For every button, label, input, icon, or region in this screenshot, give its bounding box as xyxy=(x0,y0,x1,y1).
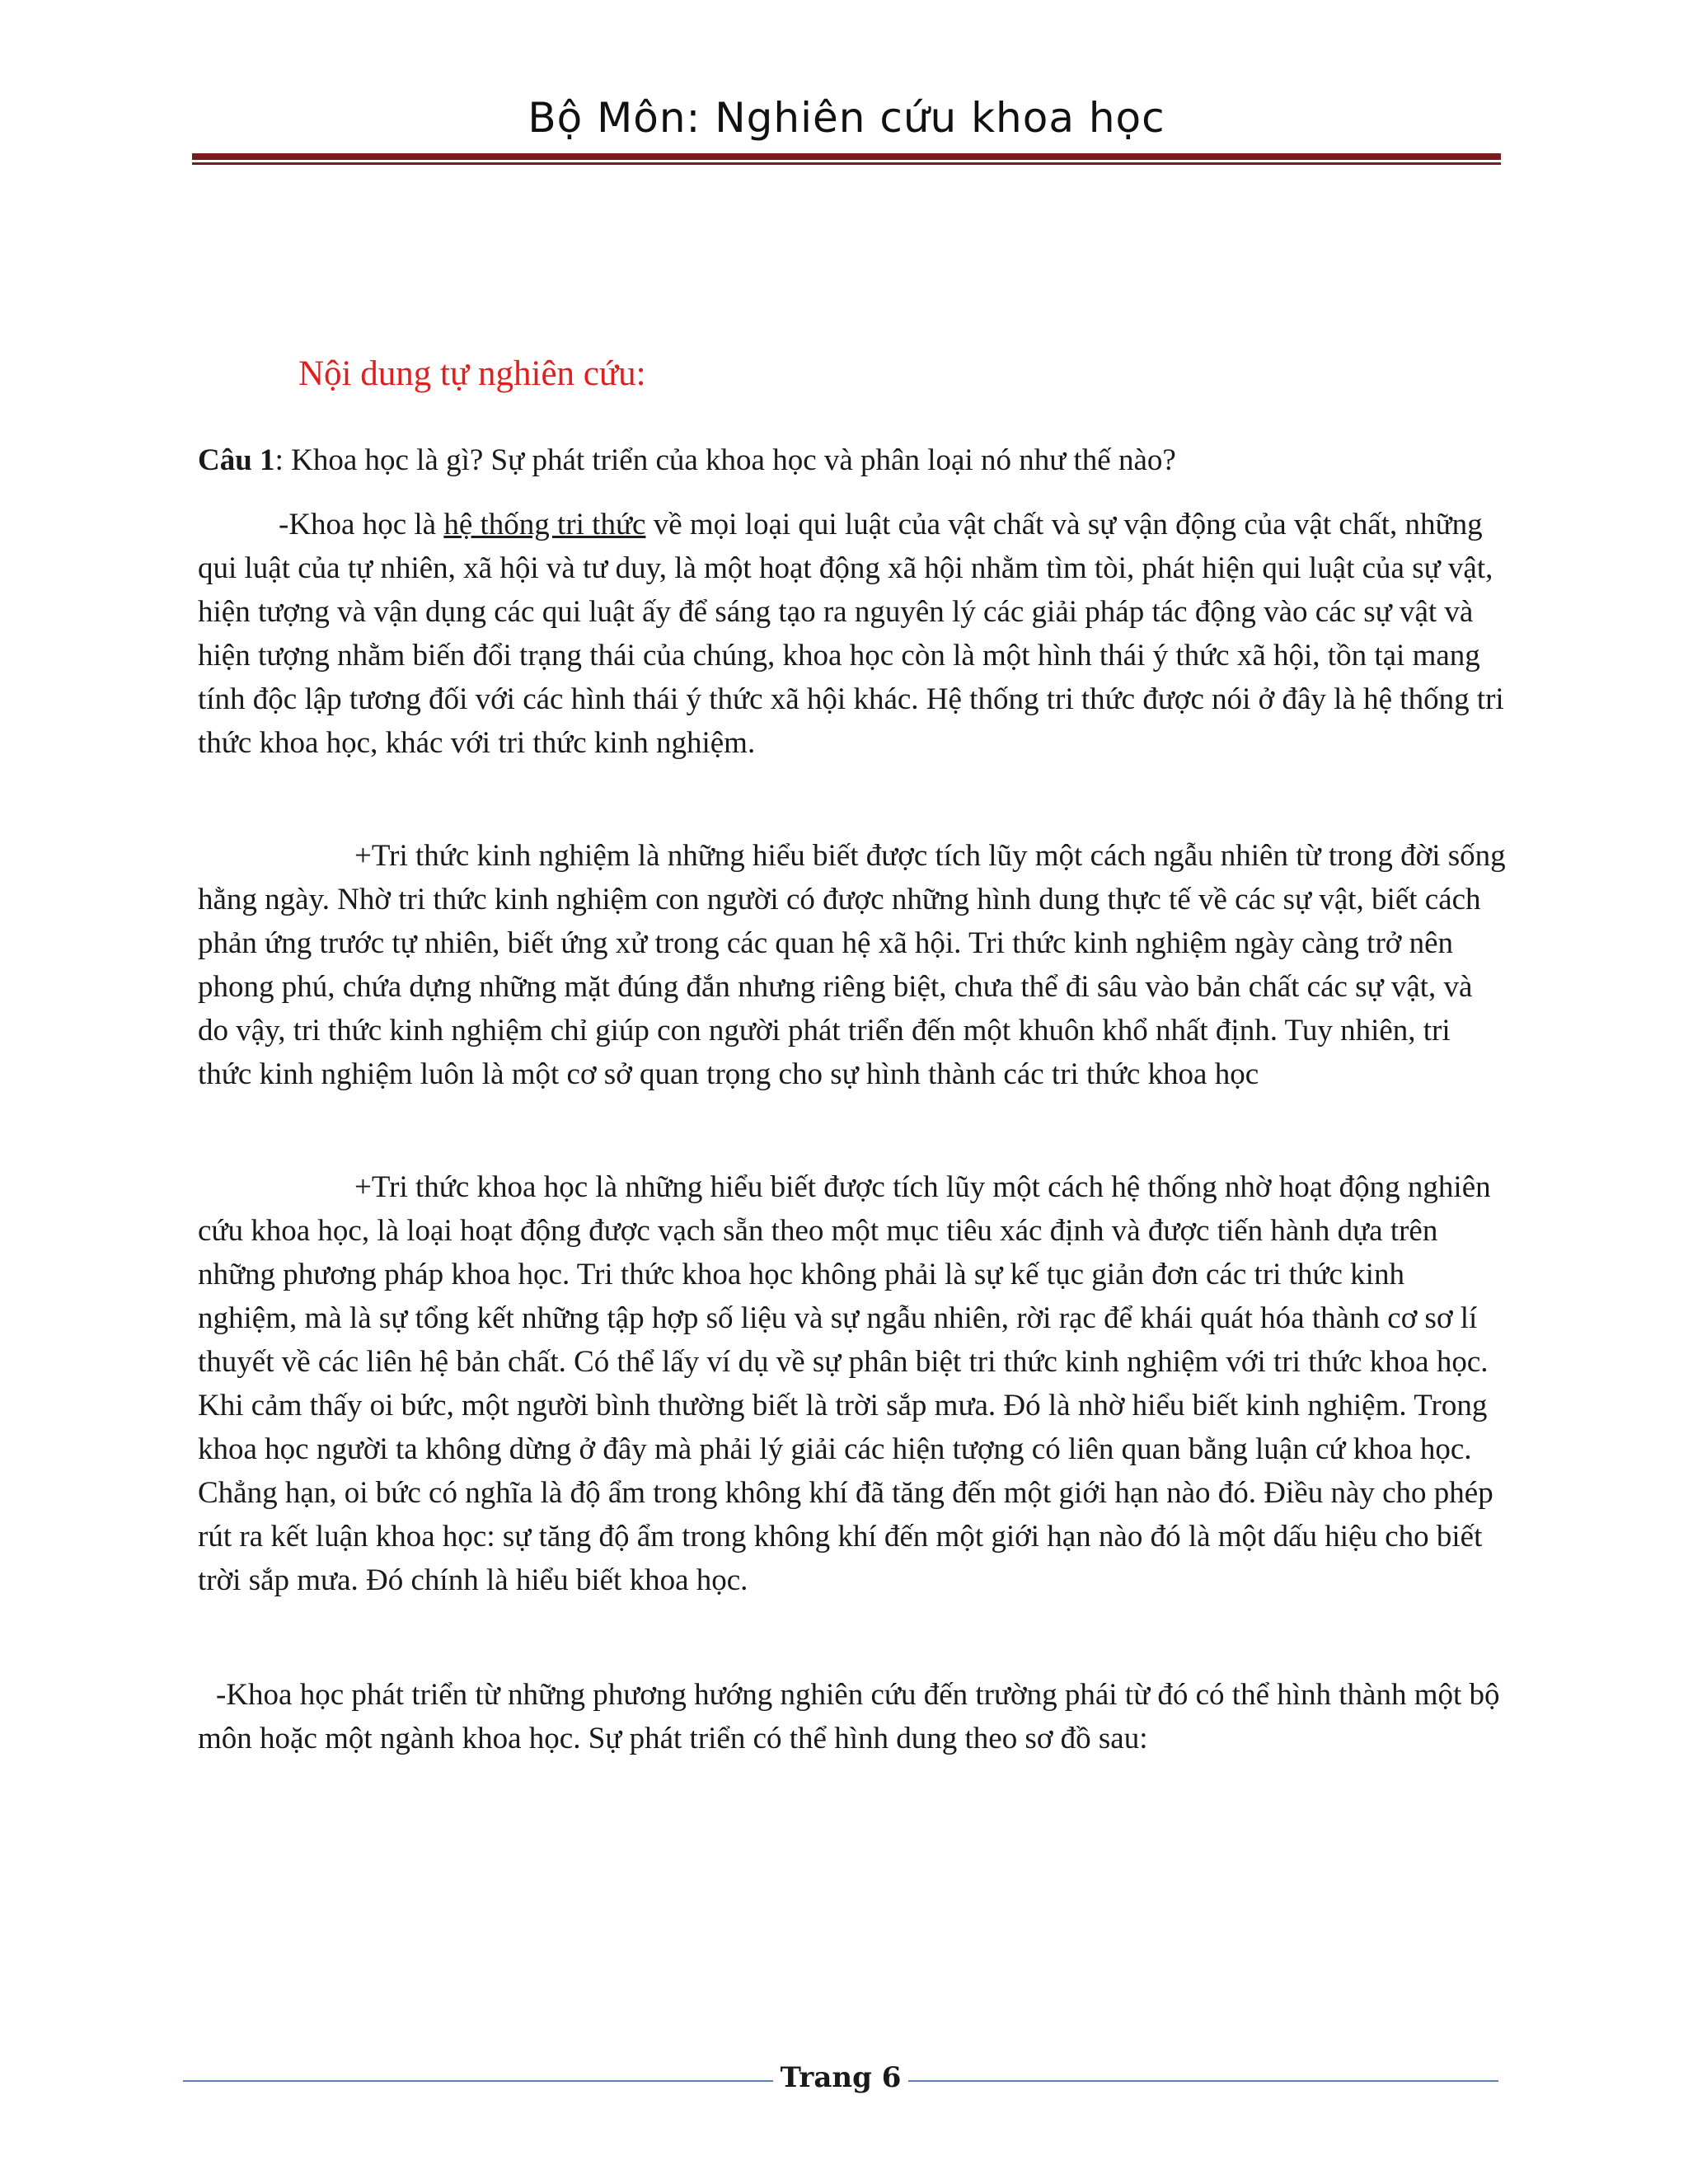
paragraph-definition-rest: về mọi loại qui luật của vật chất và sự vận động của vật chất, những qui luật của tự nhiên, xã hội và tư duy, là một hoạt động xã hội nhằm tìm tòi, phát hiện qui luật của sự vật, hiện tượng và vận dụng các qui luật ấy để sáng tạo ra nguyên lý các giải pháp tác động vào các sự vật và hiện tượng nhằm biến đổi trạng thái của chúng, khoa học còn là một hình thái ý thức xã hội, tồn tại mang tính độc lập tương đối với các hình thái ý thức xã hội khác. Hệ thống tri thức được nói ở đây là hệ thống tri thức khoa học, khác với tri thức kinh nghiệm. xyxy=(198,508,1504,760)
section-heading: Nội dung tự nghiên cứu: xyxy=(298,354,646,393)
paragraph-empirical-knowledge-text: +Tri thức kinh nghiệm là những hiểu biết được tích lũy một cách ngẫu nhiên từ trong đời sống hằng ngày. Nhờ tri thức kinh nghiệm con người có được những hình dung thực tế về các sự vật, biết cách phản ứng trước tự nhiên, biết ứng xử trong các quan hệ xã hội. Tri thức kinh nghiệm ngày càng trở nên phong phú, chứa dựng những mặt đúng đắn nhưng riêng biệt, chưa thể đi sâu vào bản chất các sự vật, và do vậy, tri thức kinh nghiệm chỉ giúp con người phát triển đến một khuôn khổ nhất định. Tuy nhiên, tri thức kinh nghiệm luôn là một cơ sở quan trọng cho sự hình thành các tri thức khoa học xyxy=(198,839,1506,1091)
header-rule-thin xyxy=(192,162,1501,165)
paragraph-empirical-knowledge xyxy=(198,834,1508,1096)
paragraph-definition xyxy=(198,503,1508,765)
footer-rule-right xyxy=(908,2080,1498,2082)
paragraph-development xyxy=(198,1673,1508,1760)
paragraph-definition-lead: -Khoa học là xyxy=(279,508,444,541)
page-number: Trang 6 xyxy=(780,2061,902,2094)
paragraph-development-text: -Khoa học phát triển từ những phương hướng nghiên cứu đến trường phái từ đó có thể hình thành một bộ môn hoặc một ngành khoa học. Sự phát triển có thể hình dung theo sơ đồ sau: xyxy=(198,1678,1500,1755)
question-line xyxy=(198,438,1508,482)
header-rule-thick xyxy=(192,153,1501,160)
paragraph-definition-underlined: hệ thống tri thức xyxy=(443,508,646,541)
question-label: Câu 1 xyxy=(198,443,275,477)
footer-rule-left xyxy=(183,2080,773,2082)
header-title: Bộ Môn: Nghiên cứu khoa học xyxy=(528,94,1165,142)
paragraph-scientific-knowledge-text: +Tri thức khoa học là những hiểu biết được tích lũy một cách hệ thống nhờ hoạt động nghiên cứu khoa học, là loại hoạt động được vạch sẵn theo một mục tiêu xác định và được tiến hành dựa trên những phương pháp khoa học. Tri thức khoa học không phải là sự kế tục giản đơn các tri thức kinh nghiệm, mà là sự tổng kết những tập hợp số liệu và sự ngẫu nhiên, rời rạc để khái quát hóa thành cơ sơ lí thuyết về các liên hệ bản chất. Có thể lấy ví dụ về sự phân biệt tri thức kinh nghiệm với tri thức khoa học. Khi cảm thấy oi bức, một người bình thường biết là trời sắp mưa. Đó là nhờ hiểu biết kinh nghiệm. Trong khoa học người ta không dừng ở đây mà phải lý giải các hiện tượng có liên quan bằng luận cứ khoa học. Chẳng hạn, oi bức có nghĩa là độ ẩm trong không khí đã tăng đến một giới hạn nào đó. Điều này cho phép rút ra kết luận khoa học: sự tăng độ ẩm trong không khí đến một giới hạn nào đó là một dấu hiệu cho biết trời sắp mưa. Đó chính là hiểu biết khoa học. xyxy=(198,1170,1493,1597)
question-text: : Khoa học là gì? Sự phát triển của khoa học và phân loại nó như thế nào? xyxy=(274,443,1176,477)
paragraph-scientific-knowledge xyxy=(198,1165,1508,1602)
